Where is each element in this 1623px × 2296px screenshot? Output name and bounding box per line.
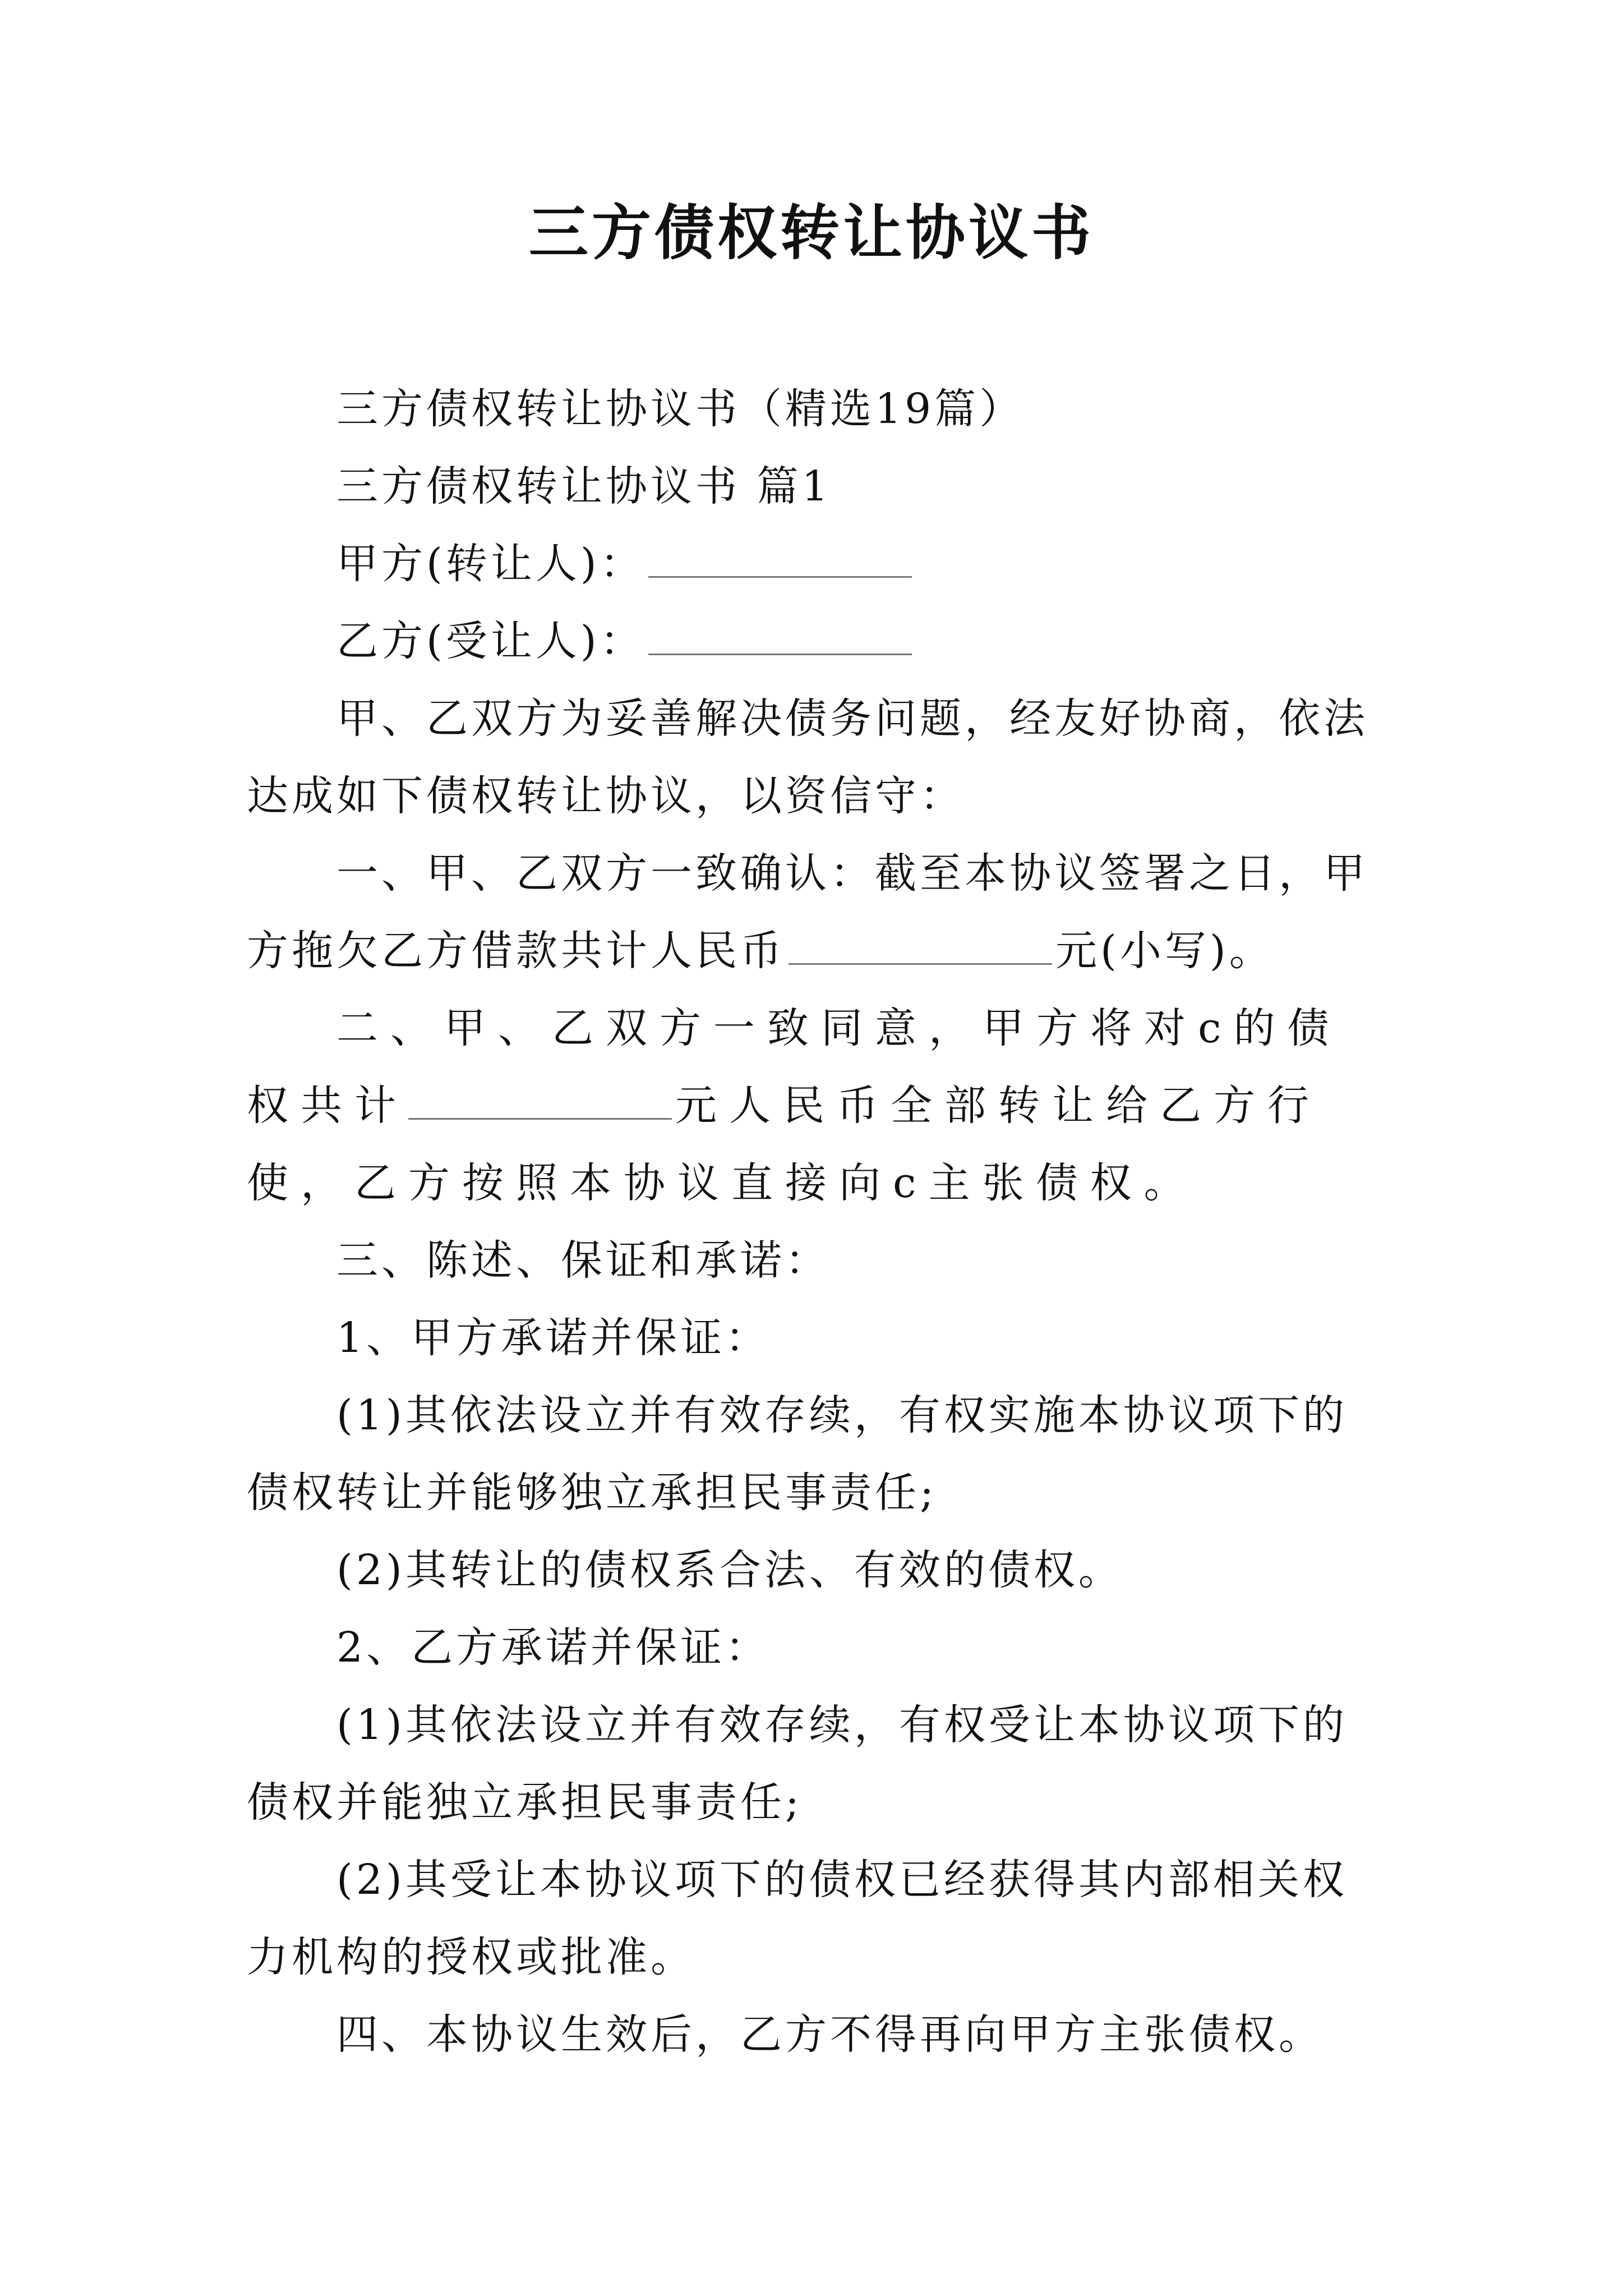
party-b-label: 乙方(受让人)： xyxy=(336,617,645,665)
clause-1 xyxy=(247,835,1385,990)
party-b-blank xyxy=(648,614,912,655)
clause-2 xyxy=(247,990,1385,1222)
clause-2-text: 二、甲、乙双方一致同意，甲方将对c的债权共计 xyxy=(247,1004,1341,1130)
party-a-label: 甲方(转让人)： xyxy=(336,540,645,588)
party-a-line xyxy=(247,525,1385,602)
party-b-line xyxy=(247,602,1385,680)
clause-2-suffix: 元人民币全部转让给乙方行使，乙方按照本协议直接向c主张债权。 xyxy=(247,1082,1321,1207)
clause-3-1-a: (1)其依法设立并有效存续，有权实施本协议项下的债权转让并能够独立承担民事责任; xyxy=(247,1391,1348,1517)
document-title: 三方债权转让协议书 xyxy=(529,197,1094,268)
clause-4: 四、本协议生效后，乙方不得再向甲方主张债权。 xyxy=(336,2010,1324,2059)
clause-3-2-heading: 2、乙方承诺并保证： xyxy=(336,1623,771,1672)
chapter-heading: 三方债权转让协议书 篇1 xyxy=(336,462,832,510)
clause-1-suffix: 元(小写)。 xyxy=(1055,927,1274,975)
clause-3-2-b: (2)其受让本协议项下的债权已经获得其内部相关权力机构的授权或批准。 xyxy=(247,1856,1348,1981)
amount-blank-2 xyxy=(408,1079,672,1120)
party-a-blank xyxy=(648,537,912,578)
clause-3-1-heading: 1、甲方承诺并保证： xyxy=(336,1314,771,1362)
clause-1-text: 一、甲、乙双方一致确认：截至本协议签署之日，甲方拖欠乙方借款共计人民币 xyxy=(247,849,1368,975)
intro-paragraph: 甲、乙双方为妥善解决债务问题，经友好协商，依法达成如下债权转让协议，以资信守： xyxy=(247,694,1368,820)
clause-3-heading: 三、陈述、保证和承诺： xyxy=(336,1236,830,1285)
clause-3-1-b: (2)其转让的债权系合法、有效的债权。 xyxy=(336,1546,1123,1594)
amount-blank-1 xyxy=(789,924,1052,965)
clause-3-2-a: (1)其依法设立并有效存续，有权受让本协议项下的债权并能独立承担民事责任; xyxy=(247,1701,1348,1826)
document-body xyxy=(247,370,1385,2073)
subtitle: 三方债权转让协议书（精选19篇） xyxy=(336,385,1025,433)
